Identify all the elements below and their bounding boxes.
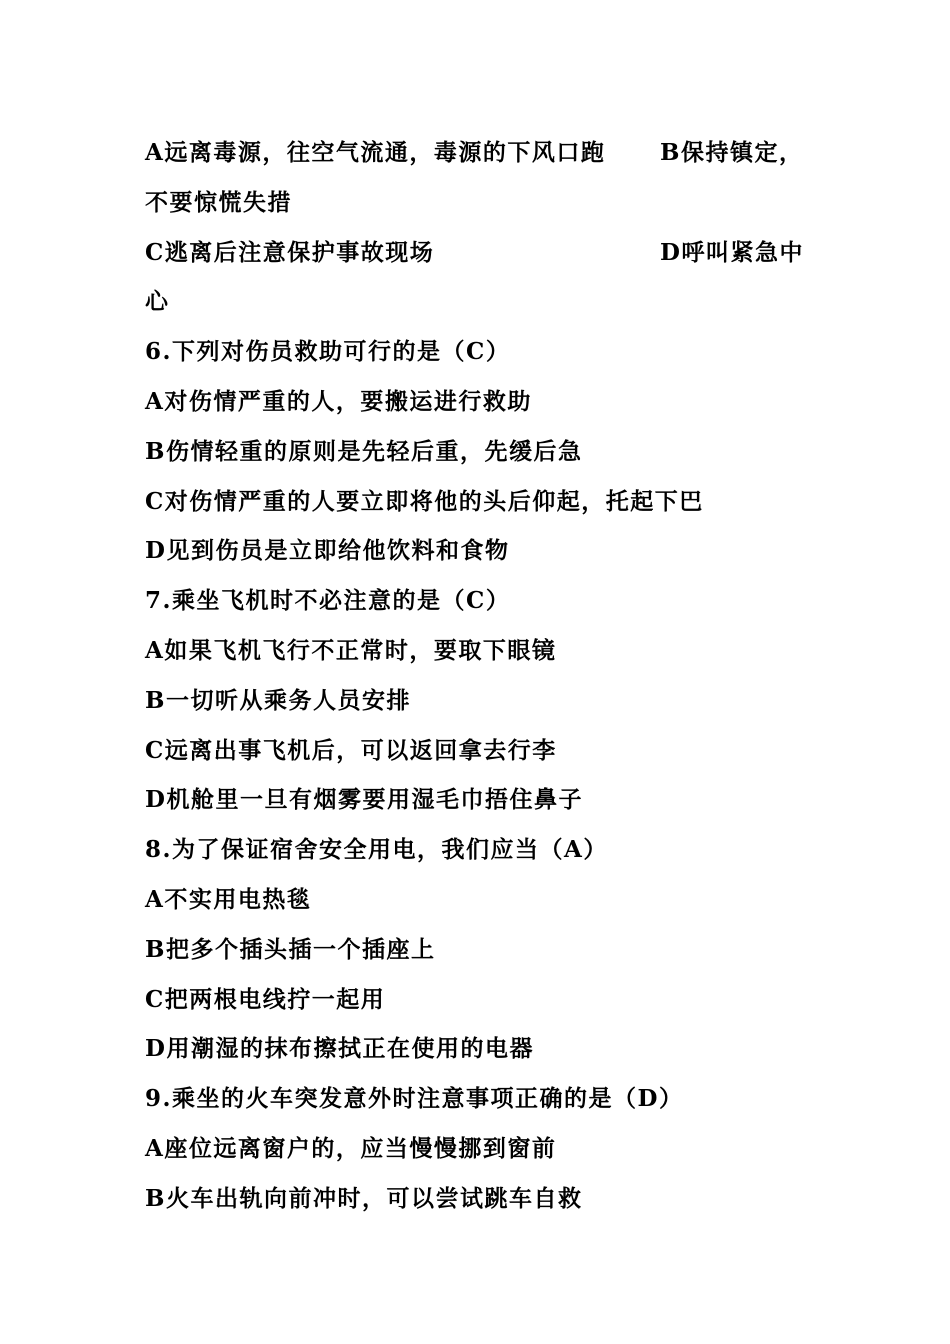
option-text: D机舱里一旦有烟雾要用湿毛巾捂住鼻子 (145, 786, 583, 814)
answer-option (145, 626, 825, 676)
answer-option (145, 427, 825, 477)
text-segment: 心 (145, 288, 170, 316)
answer-option (145, 1124, 825, 1174)
option-text: A座位远离窗户的，应当慢慢挪到窗前 (145, 1134, 557, 1162)
answer-option (145, 875, 825, 925)
question-heading (145, 825, 825, 875)
option-text: B一切听从乘务人员安排 (145, 686, 411, 714)
text-line (145, 228, 825, 278)
option-text: B把多个插头插一个插座上 (145, 935, 436, 963)
option-text: A对伤情严重的人，要搬运进行救助 (145, 387, 532, 415)
text-segment: 不要惊慌失措 (145, 188, 292, 216)
option-text: A不实用电热毯 (145, 885, 312, 913)
question-heading (145, 1074, 825, 1124)
option-text: B伤情轻重的原则是先轻后重，先缓后急 (145, 437, 583, 465)
answer-option (145, 377, 825, 427)
question-text: 6.下列对伤员救助可行的是（C） (145, 338, 511, 366)
question-heading (145, 327, 825, 377)
answer-option (145, 726, 825, 776)
text-segment: C逃离后注意保护事故现场 (145, 238, 435, 266)
answer-option (145, 975, 825, 1025)
text-line (145, 178, 825, 228)
option-text: C把两根电线拧一起用 (145, 985, 386, 1013)
question-text: 9.乘坐的火车突发意外时注意事项正确的是（D） (145, 1085, 684, 1113)
answer-option (145, 477, 825, 527)
option-text: D见到伤员是立即给他饮料和食物 (145, 537, 510, 565)
option-text: C远离出事飞机后，可以返回拿去行李 (145, 736, 557, 764)
text-segment-right: B保持镇定， (660, 139, 804, 166)
option-text: C对伤情严重的人要立即将他的头后仰起，托起下巴 (145, 487, 704, 515)
question-text: 7.乘坐飞机时不必注意的是（C） (145, 587, 511, 615)
document-body (145, 128, 825, 1224)
answer-option (145, 676, 825, 726)
answer-option (145, 925, 825, 975)
answer-option (145, 1174, 825, 1224)
answer-option (145, 775, 825, 825)
text-segment: A远离毒源，往空气流通，毒源的下风口跑 (145, 139, 606, 166)
text-line (145, 128, 825, 178)
question-text: 8.为了保证宿舍安全用电，我们应当（A） (145, 836, 608, 864)
question-heading (145, 576, 825, 626)
text-segment-right: D呼叫紧急中 (660, 238, 804, 266)
answer-option (145, 526, 825, 576)
option-text: B火车出轨向前冲时，可以尝试跳车自救 (145, 1184, 583, 1212)
option-text: D用潮湿的抹布擦拭正在使用的电器 (145, 1035, 534, 1063)
option-text: A如果飞机飞行不正常时，要取下眼镜 (145, 636, 557, 664)
text-line (145, 277, 825, 327)
answer-option (145, 1024, 825, 1074)
